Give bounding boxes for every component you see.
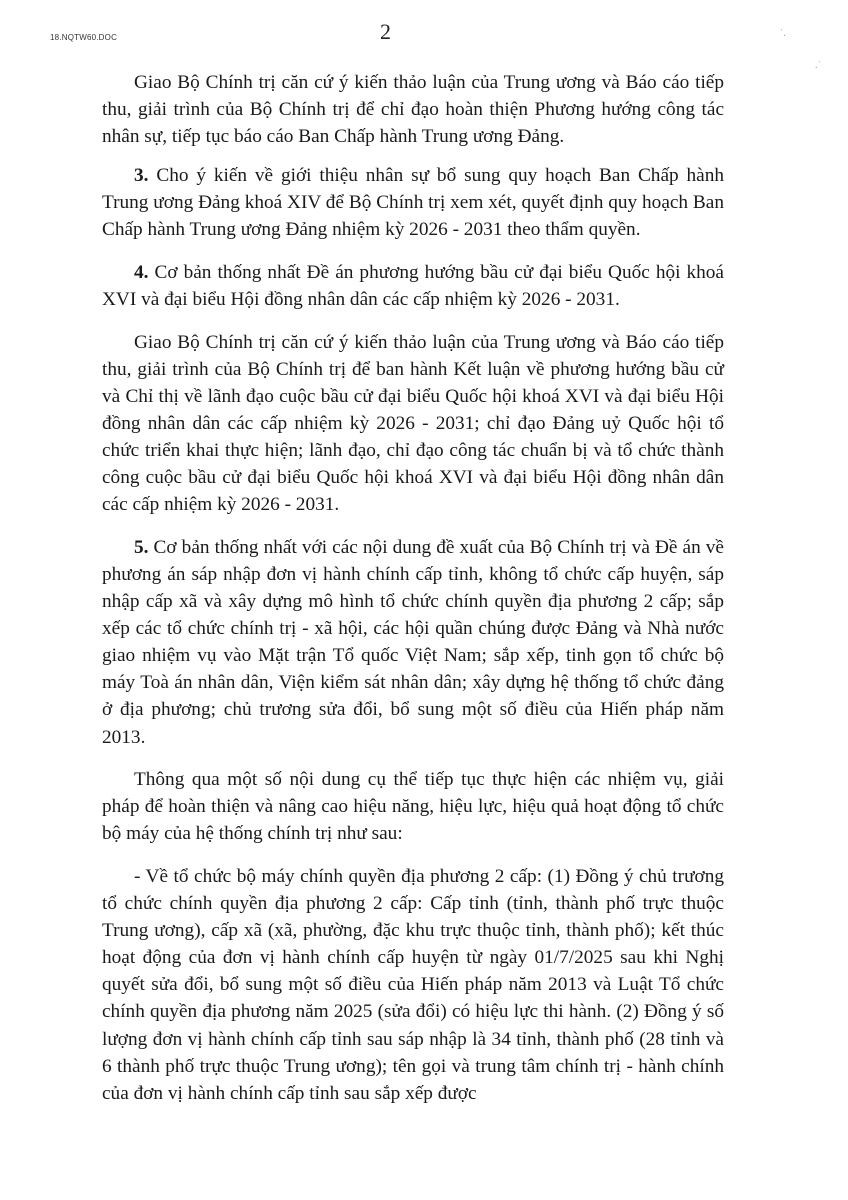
document-body [102, 69, 724, 1122]
file-code: 18.NQTW60.DOC [50, 33, 118, 42]
paragraph: Thông qua một số nội dung cụ thể tiếp tục thực hiện các nhiệm vụ, giải pháp để hoàn thiện và nâng cao hiệu năng, hiệu lực, hiệu quả hoạt động tổ chức bộ máy của hệ thống chính trị như sau: [102, 769, 724, 845]
paragraph-section-5: 5. Cơ bản thống nhất với các nội dung đề xuất của Bộ Chính trị và Đề án về phương án sáp nhập đơn vị hành chính cấp tỉnh, không tổ chức cấp huyện, sáp nhập cấp xã và xây dựng mô hình tổ chức chính quyền địa phương 2 cấp; sắp xếp các tổ chức chính trị - xã hội, các hội quần chúng được Đảng và Nhà nước giao nhiệm vụ vào Mặt trận Tổ quốc Việt Nam; sắp xếp, tinh gọn tổ chức bộ máy Toà án nhân dân, Viện kiểm sát nhân dân; xây dựng hệ thống tổ chức đảng ở địa phương; chủ trương sửa đổi, bổ sung một số điều của Hiến pháp năm 2013. [102, 536, 724, 748]
scan-speck: .ˈ [815, 60, 821, 71]
paragraph-section-4: 4. Cơ bản thống nhất Đề án phương hướng bầu cử đại biểu Quốc hội khoá XVI và đại biểu Hội đồng nhân dân các cấp nhiệm kỳ 2026 - 2031. [102, 262, 724, 311]
paragraph-bullet: - Về tổ chức bộ máy chính quyền địa phương 2 cấp: (1) Đồng ý chủ trương tổ chức chính quyền địa phương 2 cấp: Cấp tỉnh (tỉnh, thành phố trực thuộc Trung ương), cấp xã (xã, phường, đặc khu trực thuộc tỉnh, thành phố); kết thúc hoạt động của đơn vị hành chính cấp huyện từ ngày 01/7/2025 sau khi Nghị quyết sửa đổi, bổ sung một số điều của Hiến pháp năm 2013 và Luật Tổ chức chính quyền địa phương năm 2025 (sửa đổi) có hiệu lực thi hành. (2) Đồng ý số lượng đơn vị hành chính cấp tỉnh sau sáp nhập là 34 tỉnh, thành phố (28 tỉnh và 6 thành phố trực thuộc Trung ương); tên gọi và trung tâm chính trị - hành chính của đơn vị hành chính cấp tỉnh sau sắp xếp được [102, 865, 724, 1104]
scan-speck: ˈ. [780, 28, 786, 39]
paragraph: Giao Bộ Chính trị căn cứ ý kiến thảo luận của Trung ương và Báo cáo tiếp thu, giải trình của Bộ Chính trị để ban hành Kết luận về phương hướng bầu cử và Chỉ thị về lãnh đạo cuộc bầu cử đại biểu Quốc hội khoá XVI và đại biểu Hội đồng nhân dân các cấp nhiệm kỳ 2026 - 2031; chỉ đạo Đảng uỷ Quốc hội tổ chức triển khai thực hiện; lãnh đạo, chỉ đạo công tác chuẩn bị và tổ chức thành công cuộc bầu cử đại biểu Quốc hội khoá XVI và đại biểu Hội đồng nhân dân các cấp nhiệm kỳ 2026 - 2031. [102, 331, 724, 516]
paragraph: Giao Bộ Chính trị căn cứ ý kiến thảo luận của Trung ương và Báo cáo tiếp thu, giải trình của Bộ Chính trị để chỉ đạo hoàn thiện Phương hướng công tác nhân sự, tiếp tục báo cáo Ban Chấp hành Trung ương Đảng. [102, 72, 724, 148]
page-number: 2 [380, 19, 391, 44]
paragraph-section-3: 3. Cho ý kiến về giới thiệu nhân sự bổ sung quy hoạch Ban Chấp hành Trung ương Đảng khoá XIV để Bộ Chính trị xem xét, quyết định quy hoạch Ban Chấp hành Trung ương Đảng nhiệm kỳ 2026 - 2031 theo thẩm quyền. [102, 165, 724, 241]
